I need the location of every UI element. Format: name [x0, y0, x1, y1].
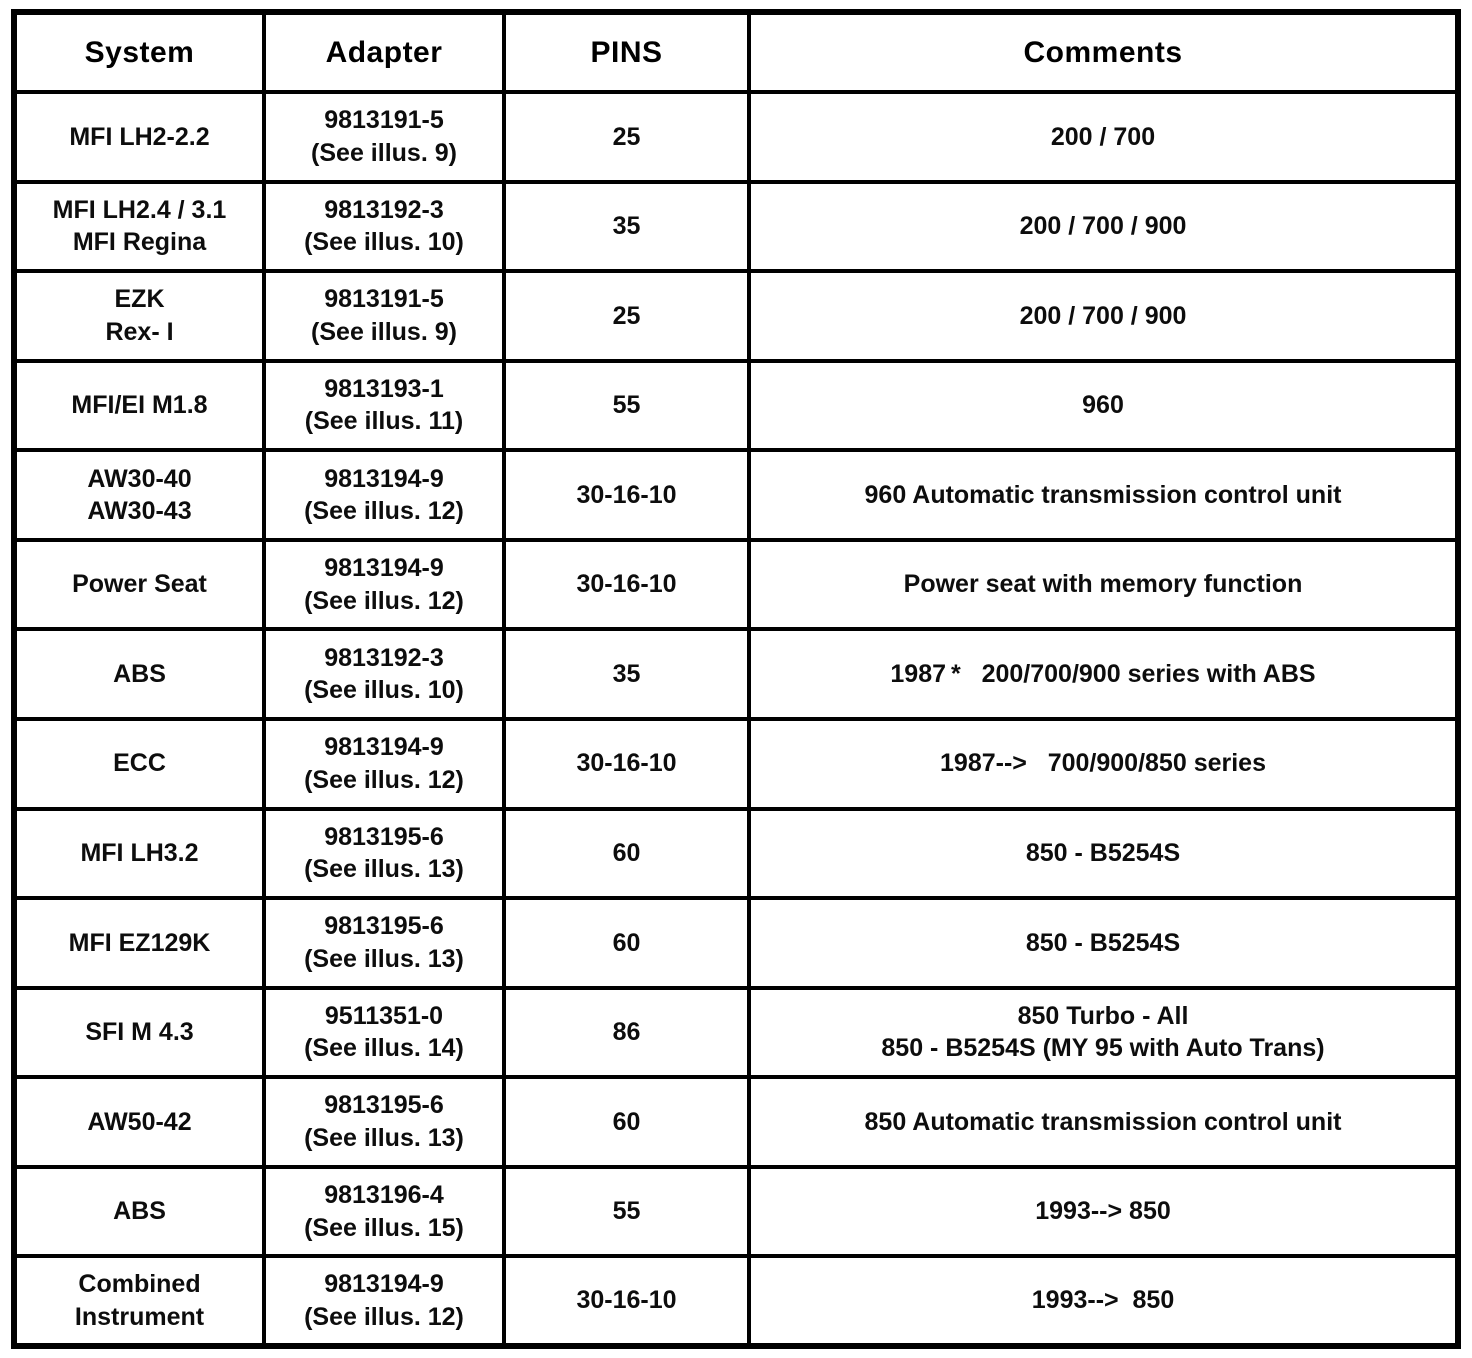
comments-cell: [749, 809, 1458, 899]
comments-cell: [749, 450, 1458, 540]
adapter-cell-line: 9813194-9: [324, 464, 444, 493]
adapter-cell-line: 9813191-5: [324, 106, 444, 135]
comments-cell: [749, 182, 1458, 272]
pins-cell-line: 60: [612, 839, 641, 868]
adapter-cell-line: (See illus. 9): [311, 317, 457, 346]
header-comments: Comments: [749, 12, 1458, 92]
pins-cell-line: 25: [612, 122, 641, 151]
adapter-cell-line: 9813192-3: [324, 643, 444, 672]
adapter-cell: [264, 540, 504, 630]
comments-cell-line: 960: [1082, 391, 1124, 420]
adapter-cell-line: 9813195-6: [324, 1091, 444, 1120]
header-adapter: Adapter: [264, 12, 504, 92]
adapter-cell-line: 9813196-4: [324, 1181, 444, 1210]
comments-cell-line: 850 - B5254S (MY 95 with Auto Trans): [881, 1034, 1325, 1063]
adapter-table: [11, 9, 1461, 1349]
adapter-cell: [264, 629, 504, 719]
adapter-cell-line: 9813194-9: [324, 554, 444, 583]
adapter-cell-line: (See illus. 11): [304, 407, 464, 436]
system-cell-line: Instrument: [74, 1302, 205, 1331]
comments-cell-line: 1987--> 700/900/850 series: [940, 749, 1266, 778]
adapter-cell: [264, 809, 504, 899]
header-pins: PINS: [504, 12, 749, 92]
pins-cell-line: 30-16-10: [576, 480, 677, 509]
table-row: [14, 988, 1458, 1078]
comments-cell: [749, 898, 1458, 988]
system-cell-line: ABS: [113, 1197, 166, 1226]
pins-cell-line: 86: [612, 1018, 641, 1047]
comments-cell: [749, 719, 1458, 809]
pins-cell: [504, 450, 749, 540]
system-cell-line: ABS: [113, 659, 166, 688]
comments-cell-line: 200 / 700 / 900: [1019, 301, 1187, 330]
header-row: [14, 12, 1458, 92]
adapter-cell-line: 9813195-6: [324, 822, 444, 851]
adapter-cell-line: (See illus. 12): [304, 765, 464, 794]
pins-cell-line: 25: [612, 301, 641, 330]
adapter-cell: [264, 898, 504, 988]
comments-cell: [749, 1167, 1458, 1257]
pins-cell: [504, 271, 749, 361]
header-system: System: [14, 12, 264, 92]
pins-cell-line: 60: [612, 1107, 641, 1136]
system-cell: [14, 898, 264, 988]
adapter-cell-line: (See illus. 12): [304, 1302, 464, 1331]
system-cell: [14, 92, 264, 182]
adapter-cell: [264, 719, 504, 809]
system-cell-line: MFI LH2.4 / 3.1: [52, 195, 227, 224]
table-row: [14, 92, 1458, 182]
system-cell: [14, 629, 264, 719]
table-row: [14, 1167, 1458, 1257]
comments-cell-line: 1987 * 200/700/900 series with ABS: [890, 659, 1316, 688]
comments-cell-line: Power seat with memory function: [903, 570, 1303, 599]
adapter-cell-line: (See illus. 14): [304, 1034, 464, 1063]
pins-cell: [504, 898, 749, 988]
comments-cell-line: 850 - B5254S: [1025, 928, 1181, 957]
adapter-cell-line: (See illus. 9): [311, 138, 457, 167]
adapter-cell-line: 9511351-0: [324, 1001, 444, 1030]
pins-cell: [504, 540, 749, 630]
pins-cell-line: 35: [612, 212, 641, 241]
pins-cell-line: 60: [612, 928, 641, 957]
system-cell-line: Combined: [78, 1270, 201, 1299]
system-cell: [14, 809, 264, 899]
comments-cell-line: 850 Turbo - All: [1017, 1001, 1189, 1030]
pins-cell-line: 35: [612, 659, 641, 688]
system-cell-line: MFI LH2-2.2: [69, 122, 210, 151]
system-cell-line: ECC: [113, 749, 166, 778]
pins-cell-line: 30-16-10: [576, 570, 677, 599]
table-row: [14, 629, 1458, 719]
system-cell: [14, 988, 264, 1078]
comments-cell-line: 1993--> 850: [1031, 1286, 1175, 1315]
adapter-cell-line: (See illus. 12): [304, 586, 464, 615]
pins-cell-line: 30-16-10: [576, 749, 677, 778]
adapter-cell-line: (See illus. 10): [304, 228, 464, 257]
table-row: [14, 1256, 1458, 1346]
system-cell-line: MFI EZ129K: [68, 928, 211, 957]
adapter-cell-line: 9813194-9: [324, 733, 444, 762]
pins-cell: [504, 988, 749, 1078]
system-cell-line: EZK: [114, 285, 165, 314]
comments-cell: [749, 361, 1458, 451]
table-row: [14, 182, 1458, 272]
system-cell: [14, 271, 264, 361]
adapter-cell: [264, 1256, 504, 1346]
system-cell-line: MFI Regina: [72, 228, 207, 257]
adapter-cell: [264, 1077, 504, 1167]
system-cell-line: AW50-42: [87, 1107, 192, 1136]
comments-cell-line: 850 Automatic transmission control unit: [864, 1107, 1342, 1136]
comments-cell: [749, 271, 1458, 361]
pins-cell: [504, 1167, 749, 1257]
table-row: [14, 1077, 1458, 1167]
adapter-cell-line: (See illus. 12): [304, 497, 464, 526]
system-cell-line: MFI/EI M1.8: [71, 391, 208, 420]
comments-cell: [749, 988, 1458, 1078]
pins-cell: [504, 1077, 749, 1167]
comments-cell: [749, 92, 1458, 182]
adapter-cell: [264, 361, 504, 451]
system-cell: [14, 1167, 264, 1257]
pins-cell-line: 55: [612, 1197, 641, 1226]
system-cell-line: Power Seat: [72, 570, 207, 599]
system-cell: [14, 182, 264, 272]
system-cell: [14, 450, 264, 540]
adapter-cell: [264, 182, 504, 272]
adapter-cell-line: 9813191-5: [324, 285, 444, 314]
comments-cell-line: 1993--> 850: [1035, 1197, 1171, 1226]
system-cell-line: AW30-40: [87, 464, 192, 493]
pins-cell: [504, 629, 749, 719]
table-row: [14, 809, 1458, 899]
system-cell: [14, 719, 264, 809]
system-cell-line: Rex- I: [105, 317, 174, 346]
adapter-cell: [264, 92, 504, 182]
comments-cell: [749, 1256, 1458, 1346]
pins-cell: [504, 719, 749, 809]
table-row: [14, 450, 1458, 540]
system-cell-line: MFI LH3.2: [80, 839, 199, 868]
adapter-cell-line: (See illus. 10): [304, 676, 464, 705]
table-row: [14, 271, 1458, 361]
comments-cell-line: 200 / 700 / 900: [1019, 212, 1187, 241]
comments-cell: [749, 629, 1458, 719]
adapter-cell: [264, 988, 504, 1078]
pins-cell: [504, 182, 749, 272]
table-body: [14, 92, 1458, 1346]
comments-cell: [749, 540, 1458, 630]
system-cell: [14, 540, 264, 630]
pins-cell: [504, 361, 749, 451]
adapter-cell-line: 9813195-6: [324, 912, 444, 941]
pins-cell: [504, 92, 749, 182]
adapter-cell-line: 9813193-1: [324, 374, 444, 403]
adapter-cell-line: 9813192-3: [324, 195, 444, 224]
adapter-cell: [264, 1167, 504, 1257]
system-cell: [14, 1256, 264, 1346]
comments-cell-line: 200 / 700: [1050, 122, 1156, 151]
pins-cell: [504, 1256, 749, 1346]
system-cell: [14, 361, 264, 451]
system-cell-line: SFI M 4.3: [85, 1018, 194, 1047]
system-cell: [14, 1077, 264, 1167]
table-row: [14, 719, 1458, 809]
adapter-cell: [264, 271, 504, 361]
adapter-cell-line: (See illus. 15): [304, 1213, 464, 1242]
adapter-cell-line: (See illus. 13): [304, 1123, 464, 1152]
adapter-cell-line: (See illus. 13): [304, 944, 464, 973]
adapter-cell-line: (See illus. 13): [304, 855, 464, 884]
comments-cell-line: 960 Automatic transmission control unit: [864, 480, 1342, 509]
comments-cell: [749, 1077, 1458, 1167]
adapter-cell-line: 9813194-9: [324, 1270, 444, 1299]
table-row: [14, 898, 1458, 988]
table-row: [14, 361, 1458, 451]
system-cell-line: AW30-43: [87, 497, 192, 526]
adapter-cell: [264, 450, 504, 540]
pins-cell-line: 30-16-10: [576, 1286, 677, 1315]
pins-cell: [504, 809, 749, 899]
table-row: [14, 540, 1458, 630]
pins-cell-line: 55: [612, 391, 641, 420]
comments-cell-line: 850 - B5254S: [1025, 839, 1181, 868]
